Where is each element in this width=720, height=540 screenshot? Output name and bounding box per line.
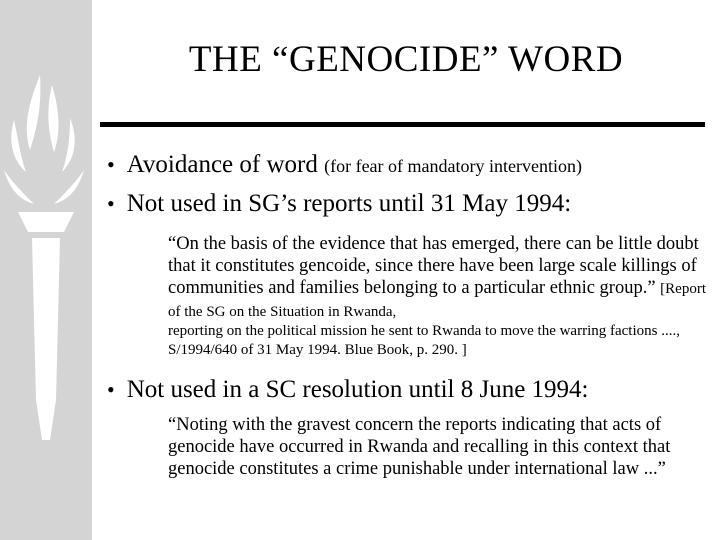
title-divider	[100, 122, 705, 127]
bullet-text: Not used in a SC resolution until 8 June 1994:	[126, 376, 589, 403]
bullet-icon: •	[107, 152, 115, 177]
torch-icon	[0, 0, 92, 540]
bullet-item	[107, 375, 589, 405]
quote-text: “Noting with the gravest concern the reports indicating that acts of genocide have occurred in Rwanda and recalling in this context that genocide constitutes a crime punishable under international law ...”	[168, 415, 671, 480]
bullet-note: (for fear of mandatory intervention)	[324, 156, 582, 176]
sidebar-decoration	[0, 0, 92, 540]
bullet-item	[107, 189, 571, 219]
bullet-icon: •	[107, 191, 115, 216]
quote-reference: [Report of the SG on the Situation in Rwanda,	[168, 281, 706, 320]
bullet-text: Avoidance of word	[126, 151, 318, 178]
page-title: THE “GENOCIDE” WORD	[188, 39, 624, 80]
bullet-item	[107, 150, 582, 180]
bullet-icon: •	[107, 377, 115, 402]
quote-block	[168, 414, 708, 481]
quote-block	[168, 233, 708, 361]
quote-citation: reporting on the political mission he sent to Rwanda to move the warring factions ...., S/1994/640 of 31 May 1994. Blue Book, p. 290. ]	[168, 322, 680, 359]
quote-text: “On the basis of the evidence that has emerged, there can be little doubt that it constitutes gencoide, since there have been large scale killings of communities and families belonging to a particular ethnic group.”	[168, 234, 699, 299]
bullet-text: Not used in SG’s reports until 31 May 1994:	[126, 190, 572, 217]
